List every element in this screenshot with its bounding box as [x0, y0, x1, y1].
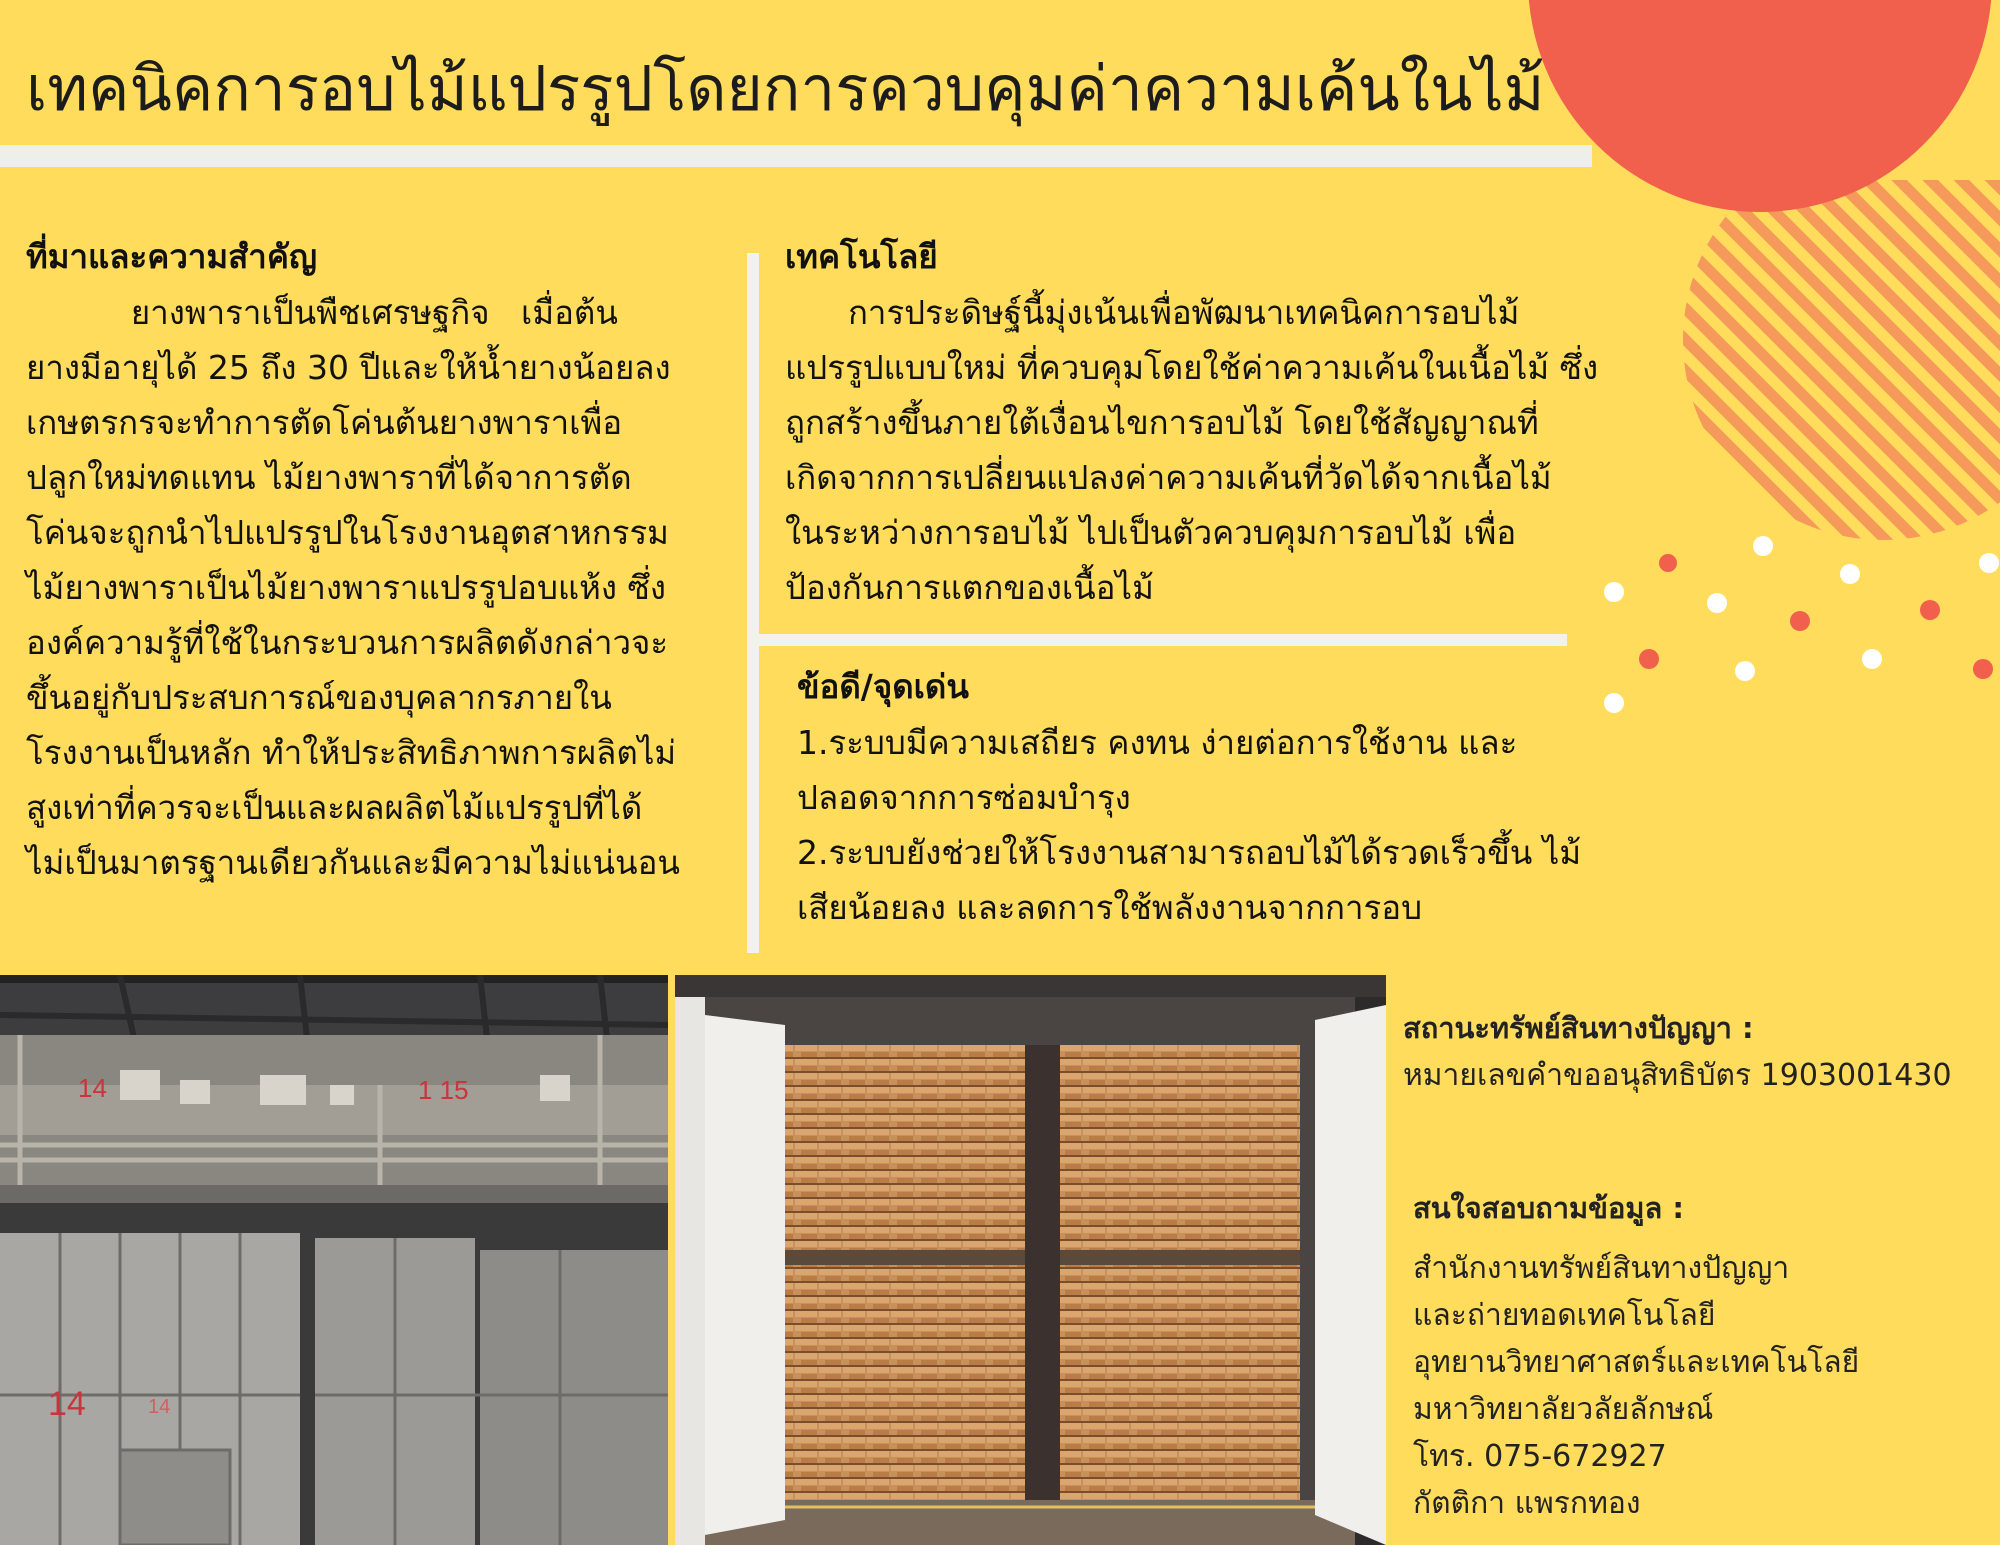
background-line: โค่นจะถูกนำไปแปรรูปในโรงงานอุตสาหกรรม: [26, 513, 669, 552]
technology-line: ในระหว่างการอบไม้ ไปเป็นตัวควบคุมการอบไม้ เพื่อ: [785, 513, 1517, 552]
title-underline: [0, 145, 1592, 167]
page-title: เทคนิคการอบไม้แปรรูปโดยการควบคุมค่าความเค้นในไม้: [26, 52, 1545, 125]
contact-line: และถ่ายทอดเทคโนโลยี: [1413, 1298, 1716, 1333]
advantages-heading: ข้อดี/จุดเด่น: [797, 667, 969, 706]
contact-phone: โทร. 075-672927: [1413, 1439, 1667, 1474]
background-line: โรงงานเป็นหลัก ทำให้ประสิทธิภาพการผลิตไม่: [26, 733, 677, 772]
door-number: 14: [48, 1385, 86, 1423]
contact-heading: สนใจสอบถามข้อมูล :: [1413, 1191, 1684, 1225]
advantages-body: [797, 715, 1697, 935]
technology-line: การประดิษฐ์นี้มุ่งเน้นเพื่อพัฒนาเทคนิคการอบไม้: [785, 293, 1520, 332]
contact-person: กัตติกา แพรกทอง: [1413, 1486, 1641, 1521]
advantages-line: 2.ระบบยังช่วยให้โรงงานสามารถอบไม้ได้รวดเร็วขึ้น ไม้: [797, 833, 1582, 872]
background-line: ยางพาราเป็นพืชเศรษฐกิจ เมื่อต้น: [26, 293, 618, 332]
background-line: ไม่เป็นมาตรฐานเดียวกันและมีความไม่แน่นอน: [26, 843, 680, 882]
advantages-line: 1.ระบบมีความเสถียร คงทน ง่ายต่อการใช้งาน และ: [797, 723, 1518, 762]
background-line: องค์ความรู้ที่ใช้ในกระบวนการผลิตดังกล่าวจะ: [26, 623, 669, 662]
background-line: สูงเท่าที่ควรจะเป็นและผลผลิตไม้แปรรูปที่ได้: [26, 788, 643, 827]
technology-line: เกิดจากการเปลี่ยนแปลงค่าความเค้นที่วัดได้จากเนื้อไม้: [785, 458, 1552, 497]
ip-status-heading: สถานะทรัพย์สินทางปัญญา :: [1403, 1011, 1754, 1045]
lumber-kiln-photo: [675, 975, 1386, 1545]
kiln-number-center: 1 15: [418, 1075, 469, 1105]
ip-status-value: หมายเลขคำขออนุสิทธิบัตร 1903001430: [1403, 1058, 1952, 1093]
background-line: ไม้ยางพาราเป็นไม้ยางพาราแปรรูปอบแห้ง ซึ่ง: [26, 568, 667, 607]
technology-line: ถูกสร้างขึ้นภายใต้เงื่อนไขการอบไม้ โดยใช้สัญญาณที่: [785, 403, 1539, 442]
advantages-line: ปลอดจากการซ่อมบำรุง: [797, 778, 1131, 817]
technology-line: ป้องกันการแตกของเนื้อไม้: [785, 568, 1154, 607]
kiln-photo: [0, 975, 668, 1545]
advantages-line: เสียน้อยลง และลดการใช้พลังงานจากการอบ: [797, 888, 1423, 927]
background-heading: ที่มาและความสำคัญ: [26, 237, 318, 276]
technology-body: [785, 285, 1685, 615]
contact-line: มหาวิทยาลัยวลัยลักษณ์: [1413, 1392, 1714, 1427]
background-line: เกษตรกรจะทำการตัดโค่นต้นยางพาราเพื่อ: [26, 403, 623, 442]
background-line: ยางมีอายุได้ 25 ถึง 30 ปีและให้น้ำยางน้อยลง: [26, 348, 671, 387]
background-line: ปลูกใหม่ทดแทน ไม้ยางพาราที่ได้จาการตัด: [26, 458, 632, 497]
background-body: [26, 285, 741, 890]
column-divider: [747, 253, 759, 953]
contact-line: อุทยานวิทยาศาสตร์และเทคโนโลยี: [1413, 1345, 1860, 1380]
door-number-small: 14: [148, 1396, 171, 1418]
technology-line: แปรรูปแบบใหม่ ที่ควบคุมโดยใช้ค่าความเค้นในเนื้อไม้ ซึ่ง: [785, 348, 1599, 387]
contact-line: สำนักงานทรัพย์สินทางปัญญา: [1413, 1251, 1790, 1286]
background-line: ขึ้นอยู่กับประสบการณ์ของบุคลากรภายใน: [26, 678, 612, 717]
kiln-number-left: 14: [78, 1073, 107, 1103]
section-divider: [759, 634, 1567, 646]
technology-heading: เทคโนโลยี: [785, 237, 938, 276]
contact-body: [1413, 1245, 1859, 1527]
